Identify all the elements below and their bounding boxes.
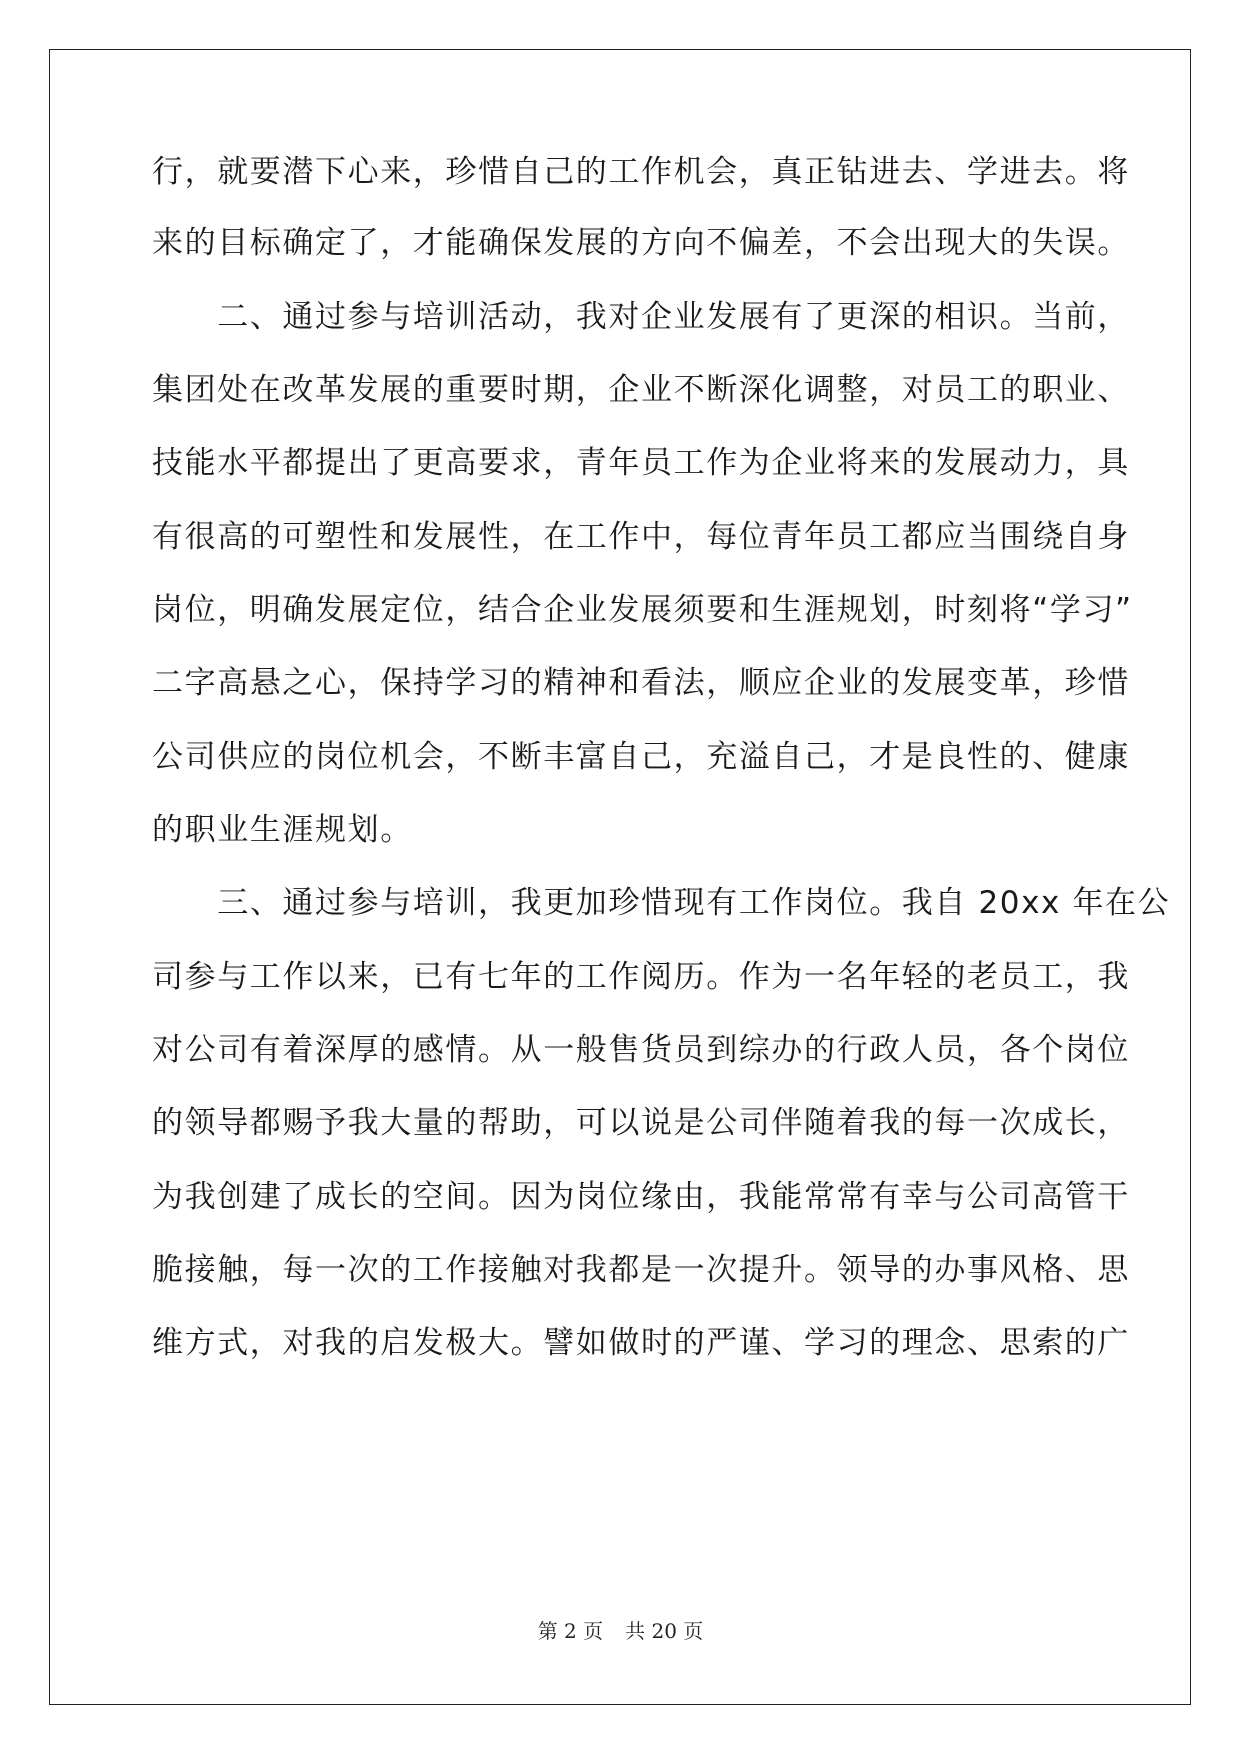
text-line: 司参与工作以来，已有七年的工作阅历。作为一名年轻的老员工，我 bbox=[152, 959, 1130, 995]
text-line: 来的目标确定了，才能确保发展的方向不偏差，不会出现大的失误。 bbox=[152, 225, 1130, 261]
text-line: 维方式，对我的启发极大。譬如做时的严谨、学习的理念、思索的广 bbox=[152, 1325, 1130, 1361]
page-total: 共 20 页 bbox=[625, 1619, 704, 1643]
text-line: 有很高的可塑性和发展性，在工作中，每位青年员工都应当围绕自身 bbox=[152, 519, 1130, 555]
page-footer bbox=[0, 1615, 1241, 1644]
text-line: 为我创建了成长的空间。因为岗位缘由，我能常常有幸与公司高管干 bbox=[152, 1179, 1130, 1215]
text-line: 对公司有着深厚的感情。从一般售货员到综办的行政人员，各个岗位 bbox=[152, 1032, 1130, 1068]
text-line: 脆接触，每一次的工作接触对我都是一次提升。领导的办事风格、思 bbox=[152, 1252, 1130, 1288]
text-line: 技能水平都提出了更高要求，青年员工作为企业将来的发展动力，具 bbox=[152, 445, 1130, 481]
text-line: 三、通过参与培训，我更加珍惜现有工作岗位。我自 20xx 年在公 bbox=[152, 885, 1171, 921]
text-line: 集团处在改革发展的重要时期，企业不断深化调整，对员工的职业、 bbox=[152, 372, 1130, 408]
text-line: 岗位，明确发展定位，结合企业发展须要和生涯规划，时刻将“学习” bbox=[152, 592, 1133, 628]
text-line: 公司供应的岗位机会，不断丰富自己，充溢自己，才是良性的、健康 bbox=[152, 739, 1130, 775]
text-line: 的职业生涯规划。 bbox=[152, 812, 413, 848]
text-line: 的领导都赐予我大量的帮助，可以说是公司伴随着我的每一次成长， bbox=[152, 1105, 1130, 1141]
page-number: 第 2 页 bbox=[537, 1619, 604, 1643]
text-line: 二字高悬之心，保持学习的精神和看法，顺应企业的发展变革，珍惜 bbox=[152, 665, 1130, 701]
text-line: 行，就要潜下心来，珍惜自己的工作机会，真正钻进去、学进去。将 bbox=[152, 154, 1130, 190]
text-line: 二、通过参与培训活动，我对企业发展有了更深的相识。当前， bbox=[152, 299, 1130, 335]
